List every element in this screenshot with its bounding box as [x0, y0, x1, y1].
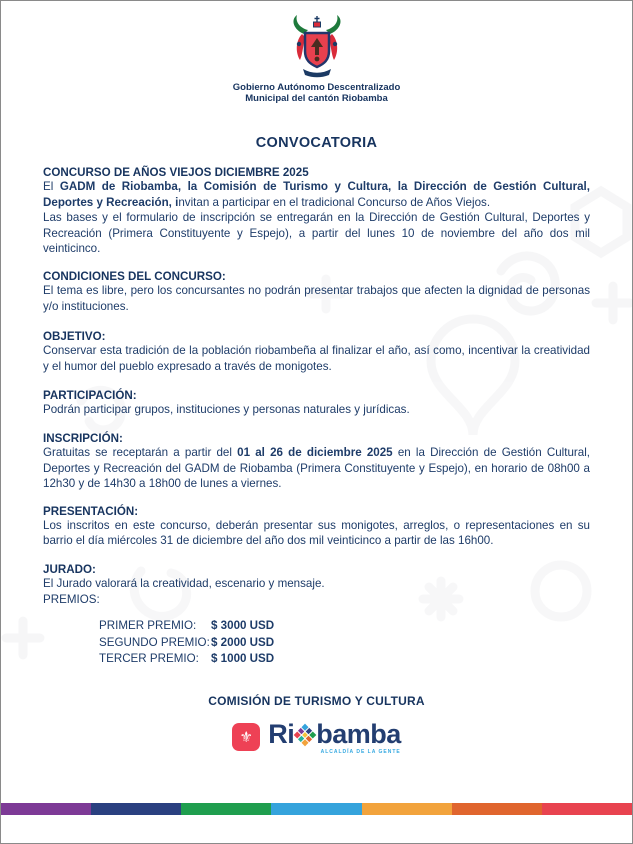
document-title: CONVOCATORIA [255, 135, 378, 151]
inscripcion-pre: Gratuitas se receptarán a partir del [43, 445, 238, 459]
section-heading-condiciones: CONDICIONES DEL CONCURSO: [43, 269, 226, 283]
section-body-inscripcion [43, 445, 590, 492]
section-heading-participacion: PARTICIPACIÓN: [43, 389, 137, 403]
prize-row-first [99, 618, 590, 635]
stripe-segment-red [542, 803, 632, 815]
wordmark-bamba: bamba [316, 718, 401, 749]
stripe-segment-purple [1, 803, 91, 815]
prize-label-second: SEGUNDO PREMIO: [99, 635, 210, 649]
inscripcion-post: en la Dirección de Gestión Cultural, Deportes y Recreación del GADM de Riobamba (Primera Constituyente y Espejo), en horario de 08h00 a 12h30 y de 14h30 a 18h00 de lunes a viernes. [43, 445, 591, 491]
section-body-jurado: El Jurado valorará la creatividad, escenario y mensaje. [43, 576, 325, 590]
logo-tagline: ALCALDÍA DE LA GENTE [320, 748, 401, 755]
prize-row-second [99, 635, 590, 652]
bases-paragraph: Las bases y el formulario de inscripción se entregarán en la Dirección de Gestión Cultural, Deportes y Recreación (Primera Constituyente y Espejo), a partir del lunes 10 de noviembre del año dos mil veinticinco. [43, 211, 590, 256]
org-name-line1: Gobierno Autónomo Descentralizado [232, 82, 401, 93]
intro-post: nvitan a participar en el tradicional Concurso de Años Viejos. [178, 195, 491, 209]
stripe-segment-amber [362, 803, 452, 815]
stripe-segment-navy [91, 803, 181, 815]
document-content [1, 12, 632, 755]
prize-amount-first: $ 3000 USD [211, 619, 275, 633]
stripe-segment-green [181, 803, 271, 815]
riobamba-crest-icon: ⚜ [232, 723, 260, 751]
org-name-line2: Municipal del cantón Riobamba [245, 93, 388, 104]
section-body-objetivo: Conservar esta tradición de la población riobambeña al finalizar el año, así como, incentivar la creatividad y el humor del pueblo expresado a través de monigotes. [43, 344, 590, 373]
brand-color-stripe [1, 803, 632, 815]
premios-label: PREMIOS: [43, 592, 100, 606]
intro-paragraph [43, 179, 590, 210]
contest-subtitle: CONCURSO DE AÑOS VIEJOS DICIEMBRE 2025 [43, 166, 309, 179]
stripe-segment-orange [452, 803, 542, 815]
section-body-condiciones: El tema es libre, pero los concursantes no podrán presentar trabajos que afecten la dignidad de personas y/o instituciones. [43, 283, 590, 313]
riobamba-logo [43, 720, 590, 755]
commission-title: COMISIÓN DE TURISMO Y CULTURA [208, 693, 425, 708]
municipal-coat-of-arms-icon [282, 12, 352, 80]
prize-label-third: TERCER PREMIO: [99, 652, 199, 666]
intro-bold: GADM de Riobamba, la Comisión de Turismo y Cultura, la Dirección de Gestión Cultural, Deportes y Recreación, i [43, 180, 590, 209]
section-body-participacion: Podrán participar grupos, instituciones y personas naturales y jurídicas. [43, 403, 410, 417]
prize-amount-second: $ 2000 USD [211, 635, 275, 649]
section-body-presentacion: Los inscritos en este concurso, deberán presentar sus monigotes, arreglos, o representaciones en su barrio el día miércoles 31 de diciembre del año dos mil veinticinco a partir de las 16h00. [43, 518, 590, 548]
org-name [43, 82, 590, 104]
section-heading-inscripcion: INSCRIPCIÓN: [43, 431, 123, 445]
inscripcion-dates-bold: 01 al 26 de diciembre 2025 [237, 445, 393, 459]
prize-label-first: PRIMER PREMIO: [99, 619, 197, 633]
section-heading-jurado: JURADO: [43, 562, 96, 576]
riobamba-wordmark [268, 720, 401, 755]
section-heading-presentacion: PRESENTACIÓN: [43, 504, 139, 518]
prize-amount-third: $ 1000 USD [211, 652, 275, 666]
mosaic-diamond-icon [294, 723, 317, 746]
stripe-segment-lightblue [271, 803, 361, 815]
intro-pre: El [43, 180, 60, 193]
prize-row-third [99, 651, 590, 668]
wordmark-ri: Ri [268, 718, 295, 749]
prize-list [99, 618, 590, 668]
section-heading-objetivo: OBJETIVO: [43, 330, 106, 344]
